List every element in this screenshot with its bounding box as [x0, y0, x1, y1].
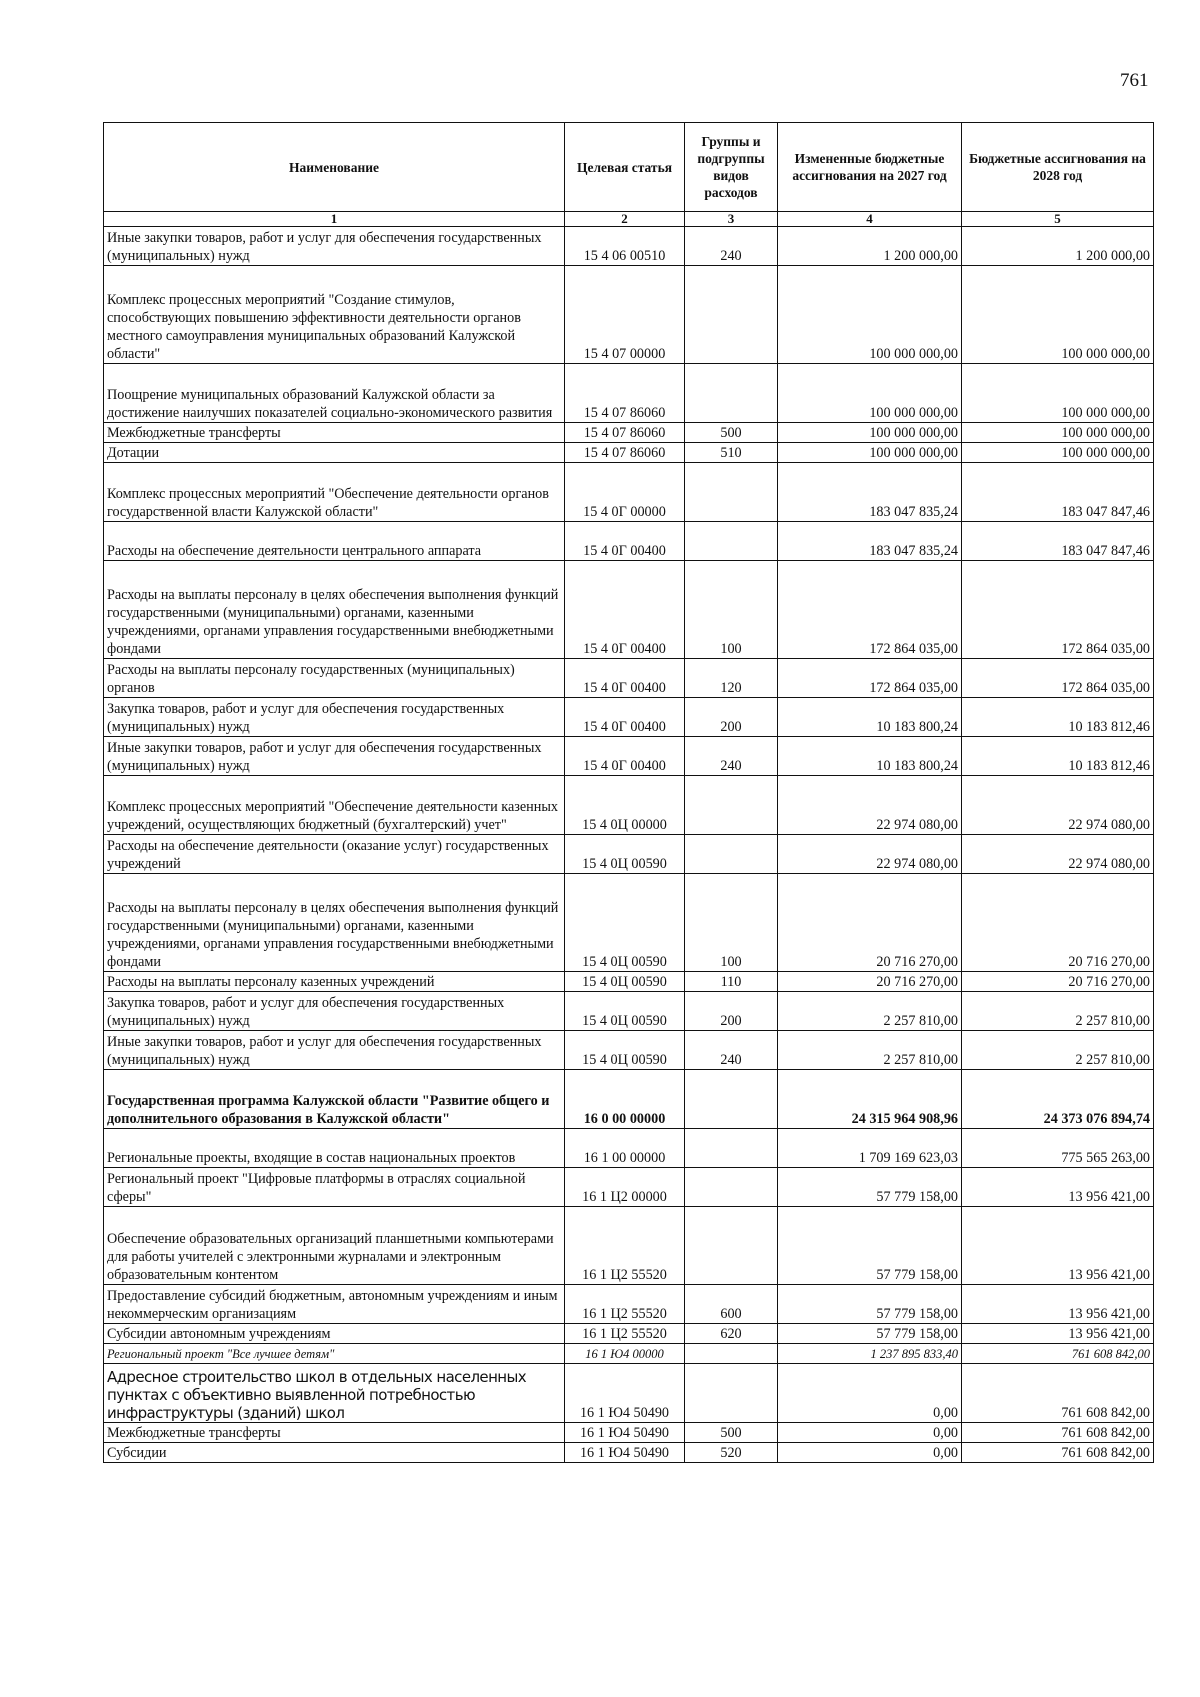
row-amount-2027: 183 047 835,24	[778, 522, 962, 561]
row-target-article: 15 4 0Ц 00590	[565, 874, 685, 972]
row-name: Закупка товаров, работ и услуг для обеспечения государственных (муниципальных) нужд	[104, 698, 565, 737]
row-expense-group	[685, 522, 778, 561]
row-expense-group	[685, 1344, 778, 1364]
row-amount-2028: 20 716 270,00	[962, 972, 1154, 992]
row-target-article: 16 1 Ц2 55520	[565, 1285, 685, 1324]
row-expense-group: 600	[685, 1285, 778, 1324]
row-amount-2027: 20 716 270,00	[778, 972, 962, 992]
row-expense-group	[685, 364, 778, 423]
row-amount-2028: 100 000 000,00	[962, 364, 1154, 423]
row-target-article: 15 4 0Г 00400	[565, 737, 685, 776]
row-target-article: 15 4 0Г 00000	[565, 463, 685, 522]
row-amount-2028: 10 183 812,46	[962, 698, 1154, 737]
row-name: Дотации	[104, 443, 565, 463]
row-amount-2027: 57 779 158,00	[778, 1324, 962, 1344]
row-name: Поощрение муниципальных образований Калужской области за достижение наилучших показателей социально-экономического развития	[104, 364, 565, 423]
row-expense-group	[685, 1070, 778, 1129]
row-amount-2028: 761 608 842,00	[962, 1344, 1154, 1364]
row-expense-group	[685, 266, 778, 364]
row-target-article: 15 4 0Ц 00000	[565, 776, 685, 835]
table-row	[104, 463, 1154, 522]
row-amount-2028: 100 000 000,00	[962, 443, 1154, 463]
header-expense-groups: Группы и подгруппы видов расходов	[685, 123, 778, 212]
row-amount-2027: 10 183 800,24	[778, 737, 962, 776]
row-name: Комплекс процессных мероприятий "Обеспечение деятельности органов государственной власти Калужской области"	[104, 463, 565, 522]
row-amount-2027: 24 315 964 908,96	[778, 1070, 962, 1129]
row-amount-2028: 761 608 842,00	[962, 1364, 1154, 1423]
row-name: Региональные проекты, входящие в состав национальных проектов	[104, 1129, 565, 1168]
table-row	[104, 1324, 1154, 1344]
row-name: Адресное строительство школ в отдельных населенных пунктах с объективно выявленной потребностью инфраструктуры (зданий) школ	[104, 1364, 565, 1423]
row-amount-2028: 183 047 847,46	[962, 522, 1154, 561]
table-body	[104, 227, 1154, 1463]
column-number: 5	[962, 212, 1154, 227]
row-amount-2027: 1 237 895 833,40	[778, 1344, 962, 1364]
row-expense-group: 500	[685, 423, 778, 443]
row-expense-group: 240	[685, 1031, 778, 1070]
row-expense-group	[685, 1207, 778, 1285]
table-row	[104, 659, 1154, 698]
row-target-article: 15 4 07 86060	[565, 423, 685, 443]
row-name: Предоставление субсидий бюджетным, автономным учреждениям и иным некоммерческим организациям	[104, 1285, 565, 1324]
row-amount-2027: 20 716 270,00	[778, 874, 962, 972]
row-amount-2027: 22 974 080,00	[778, 835, 962, 874]
row-expense-group: 200	[685, 698, 778, 737]
row-target-article: 16 1 Ц2 55520	[565, 1324, 685, 1344]
table-row	[104, 522, 1154, 561]
row-amount-2028: 775 565 263,00	[962, 1129, 1154, 1168]
header-amount-2028: Бюджетные ассигнования на 2028 год	[962, 123, 1154, 212]
table-row	[104, 1364, 1154, 1423]
table-row	[104, 1423, 1154, 1443]
table-row	[104, 1344, 1154, 1364]
row-target-article: 15 4 0Г 00400	[565, 522, 685, 561]
row-amount-2028: 2 257 810,00	[962, 992, 1154, 1031]
row-amount-2027: 100 000 000,00	[778, 443, 962, 463]
row-name: Расходы на обеспечение деятельности (оказание услуг) государственных учреждений	[104, 835, 565, 874]
header-name: Наименование	[104, 123, 565, 212]
row-expense-group	[685, 1364, 778, 1423]
row-amount-2028: 10 183 812,46	[962, 737, 1154, 776]
row-expense-group: 500	[685, 1423, 778, 1443]
table-row	[104, 561, 1154, 659]
row-target-article: 15 4 0Г 00400	[565, 561, 685, 659]
row-expense-group	[685, 1129, 778, 1168]
row-name: Иные закупки товаров, работ и услуг для обеспечения государственных (муниципальных) нужд	[104, 1031, 565, 1070]
table-row	[104, 1168, 1154, 1207]
row-name: Расходы на выплаты персоналу в целях обеспечения выполнения функций государственными (муниципальными) органами, казенными учреждениями, органами управления государственными внебюджетными фондами	[104, 561, 565, 659]
row-name: Региональный проект "Цифровые платформы в отраслях социальной сферы"	[104, 1168, 565, 1207]
row-amount-2028: 13 956 421,00	[962, 1285, 1154, 1324]
header-target-article: Целевая статья	[565, 123, 685, 212]
row-amount-2027: 57 779 158,00	[778, 1285, 962, 1324]
row-target-article: 16 1 00 00000	[565, 1129, 685, 1168]
row-amount-2028: 761 608 842,00	[962, 1423, 1154, 1443]
row-target-article: 15 4 0Ц 00590	[565, 1031, 685, 1070]
table-row	[104, 1443, 1154, 1463]
table-header-row	[104, 123, 1154, 212]
row-amount-2028: 183 047 847,46	[962, 463, 1154, 522]
row-expense-group: 100	[685, 561, 778, 659]
table-row	[104, 776, 1154, 835]
row-target-article: 15 4 07 86060	[565, 364, 685, 423]
row-name: Субсидии автономным учреждениям	[104, 1324, 565, 1344]
column-number: 3	[685, 212, 778, 227]
row-name: Государственная программа Калужской области "Развитие общего и дополнительного образования в Калужской области"	[104, 1070, 565, 1129]
row-amount-2027: 0,00	[778, 1423, 962, 1443]
row-amount-2027: 10 183 800,24	[778, 698, 962, 737]
header-amount-2027: Измененные бюджетные ассигнования на 2027 год	[778, 123, 962, 212]
row-target-article: 16 1 Ц2 00000	[565, 1168, 685, 1207]
row-target-article: 15 4 0Г 00400	[565, 698, 685, 737]
table-row	[104, 1207, 1154, 1285]
row-amount-2027: 100 000 000,00	[778, 423, 962, 443]
row-target-article: 16 1 Ю4 50490	[565, 1443, 685, 1463]
table-row	[104, 266, 1154, 364]
row-amount-2028: 761 608 842,00	[962, 1443, 1154, 1463]
row-expense-group	[685, 463, 778, 522]
row-expense-group	[685, 1168, 778, 1207]
row-name: Расходы на выплаты персоналу государственных (муниципальных) органов	[104, 659, 565, 698]
row-amount-2028: 13 956 421,00	[962, 1207, 1154, 1285]
row-amount-2027: 57 779 158,00	[778, 1168, 962, 1207]
row-amount-2027: 0,00	[778, 1443, 962, 1463]
row-amount-2027: 183 047 835,24	[778, 463, 962, 522]
row-name: Расходы на выплаты персоналу казенных учреждений	[104, 972, 565, 992]
row-name: Иные закупки товаров, работ и услуг для обеспечения государственных (муниципальных) нужд	[104, 737, 565, 776]
row-target-article: 15 4 0Ц 00590	[565, 992, 685, 1031]
table-row	[104, 443, 1154, 463]
row-name: Межбюджетные трансферты	[104, 423, 565, 443]
row-expense-group: 200	[685, 992, 778, 1031]
row-expense-group	[685, 776, 778, 835]
budget-allocation-table	[103, 122, 1154, 1463]
row-amount-2027: 100 000 000,00	[778, 266, 962, 364]
row-target-article: 15 4 0Ц 00590	[565, 835, 685, 874]
row-amount-2028: 2 257 810,00	[962, 1031, 1154, 1070]
row-target-article: 15 4 07 00000	[565, 266, 685, 364]
row-amount-2028: 13 956 421,00	[962, 1168, 1154, 1207]
row-expense-group	[685, 835, 778, 874]
row-name: Субсидии	[104, 1443, 565, 1463]
row-expense-group: 620	[685, 1324, 778, 1344]
row-target-article: 16 1 Ю4 50490	[565, 1423, 685, 1443]
row-amount-2028: 20 716 270,00	[962, 874, 1154, 972]
table-row	[104, 992, 1154, 1031]
row-name: Расходы на обеспечение деятельности центрального аппарата	[104, 522, 565, 561]
row-name: Региональный проект "Все лучшее детям"	[104, 1344, 565, 1364]
table-row	[104, 364, 1154, 423]
row-name: Иные закупки товаров, работ и услуг для обеспечения государственных (муниципальных) нужд	[104, 227, 565, 266]
column-number: 1	[104, 212, 565, 227]
table-column-number-row	[104, 212, 1154, 227]
row-amount-2027: 172 864 035,00	[778, 561, 962, 659]
row-amount-2027: 1 200 000,00	[778, 227, 962, 266]
row-expense-group: 120	[685, 659, 778, 698]
row-amount-2028: 24 373 076 894,74	[962, 1070, 1154, 1129]
table-row	[104, 698, 1154, 737]
row-name: Расходы на выплаты персоналу в целях обеспечения выполнения функций государственными (муниципальными) органами, казенными учреждениями, органами управления государственными внебюджетными фондами	[104, 874, 565, 972]
row-target-article: 16 1 Ю4 50490	[565, 1364, 685, 1423]
row-amount-2027: 2 257 810,00	[778, 992, 962, 1031]
row-amount-2027: 0,00	[778, 1364, 962, 1423]
table-row	[104, 423, 1154, 443]
row-expense-group: 520	[685, 1443, 778, 1463]
row-amount-2027: 2 257 810,00	[778, 1031, 962, 1070]
table-row	[104, 1031, 1154, 1070]
row-name: Обеспечение образовательных организаций планшетными компьютерами для работы учителей с электронными журналами и электронным образовательным контентом	[104, 1207, 565, 1285]
table-row	[104, 1129, 1154, 1168]
row-amount-2027: 1 709 169 623,03	[778, 1129, 962, 1168]
row-name: Закупка товаров, работ и услуг для обеспечения государственных (муниципальных) нужд	[104, 992, 565, 1031]
row-target-article: 15 4 06 00510	[565, 227, 685, 266]
row-target-article: 15 4 0Ц 00590	[565, 972, 685, 992]
table-row	[104, 1285, 1154, 1324]
row-amount-2028: 172 864 035,00	[962, 561, 1154, 659]
row-expense-group: 240	[685, 227, 778, 266]
table-row	[104, 874, 1154, 972]
row-amount-2028: 22 974 080,00	[962, 776, 1154, 835]
row-amount-2028: 100 000 000,00	[962, 423, 1154, 443]
row-expense-group: 110	[685, 972, 778, 992]
row-expense-group: 100	[685, 874, 778, 972]
row-target-article: 16 1 Ю4 00000	[565, 1344, 685, 1364]
row-name: Комплекс процессных мероприятий "Обеспечение деятельности казенных учреждений, осуществляющих бюджетный (бухгалтерский) учет"	[104, 776, 565, 835]
table-row	[104, 737, 1154, 776]
row-amount-2027: 57 779 158,00	[778, 1207, 962, 1285]
table-row	[104, 835, 1154, 874]
row-name: Межбюджетные трансферты	[104, 1423, 565, 1443]
row-amount-2027: 172 864 035,00	[778, 659, 962, 698]
row-target-article: 15 4 0Г 00400	[565, 659, 685, 698]
column-number: 4	[778, 212, 962, 227]
row-amount-2028: 13 956 421,00	[962, 1324, 1154, 1344]
row-target-article: 15 4 07 86060	[565, 443, 685, 463]
table-row	[104, 227, 1154, 266]
row-expense-group: 510	[685, 443, 778, 463]
row-amount-2028: 1 200 000,00	[962, 227, 1154, 266]
column-number: 2	[565, 212, 685, 227]
row-expense-group: 240	[685, 737, 778, 776]
row-target-article: 16 0 00 00000	[565, 1070, 685, 1129]
row-amount-2028: 100 000 000,00	[962, 266, 1154, 364]
table-row	[104, 972, 1154, 992]
table-row	[104, 1070, 1154, 1129]
row-amount-2028: 22 974 080,00	[962, 835, 1154, 874]
row-amount-2027: 22 974 080,00	[778, 776, 962, 835]
row-amount-2028: 172 864 035,00	[962, 659, 1154, 698]
page-number: 761	[1120, 70, 1149, 91]
row-amount-2027: 100 000 000,00	[778, 364, 962, 423]
row-name: Комплекс процессных мероприятий "Создание стимулов, способствующих повышению эффективности деятельности органов местного самоуправления муниципальных образований Калужской области"	[104, 266, 565, 364]
row-target-article: 16 1 Ц2 55520	[565, 1207, 685, 1285]
